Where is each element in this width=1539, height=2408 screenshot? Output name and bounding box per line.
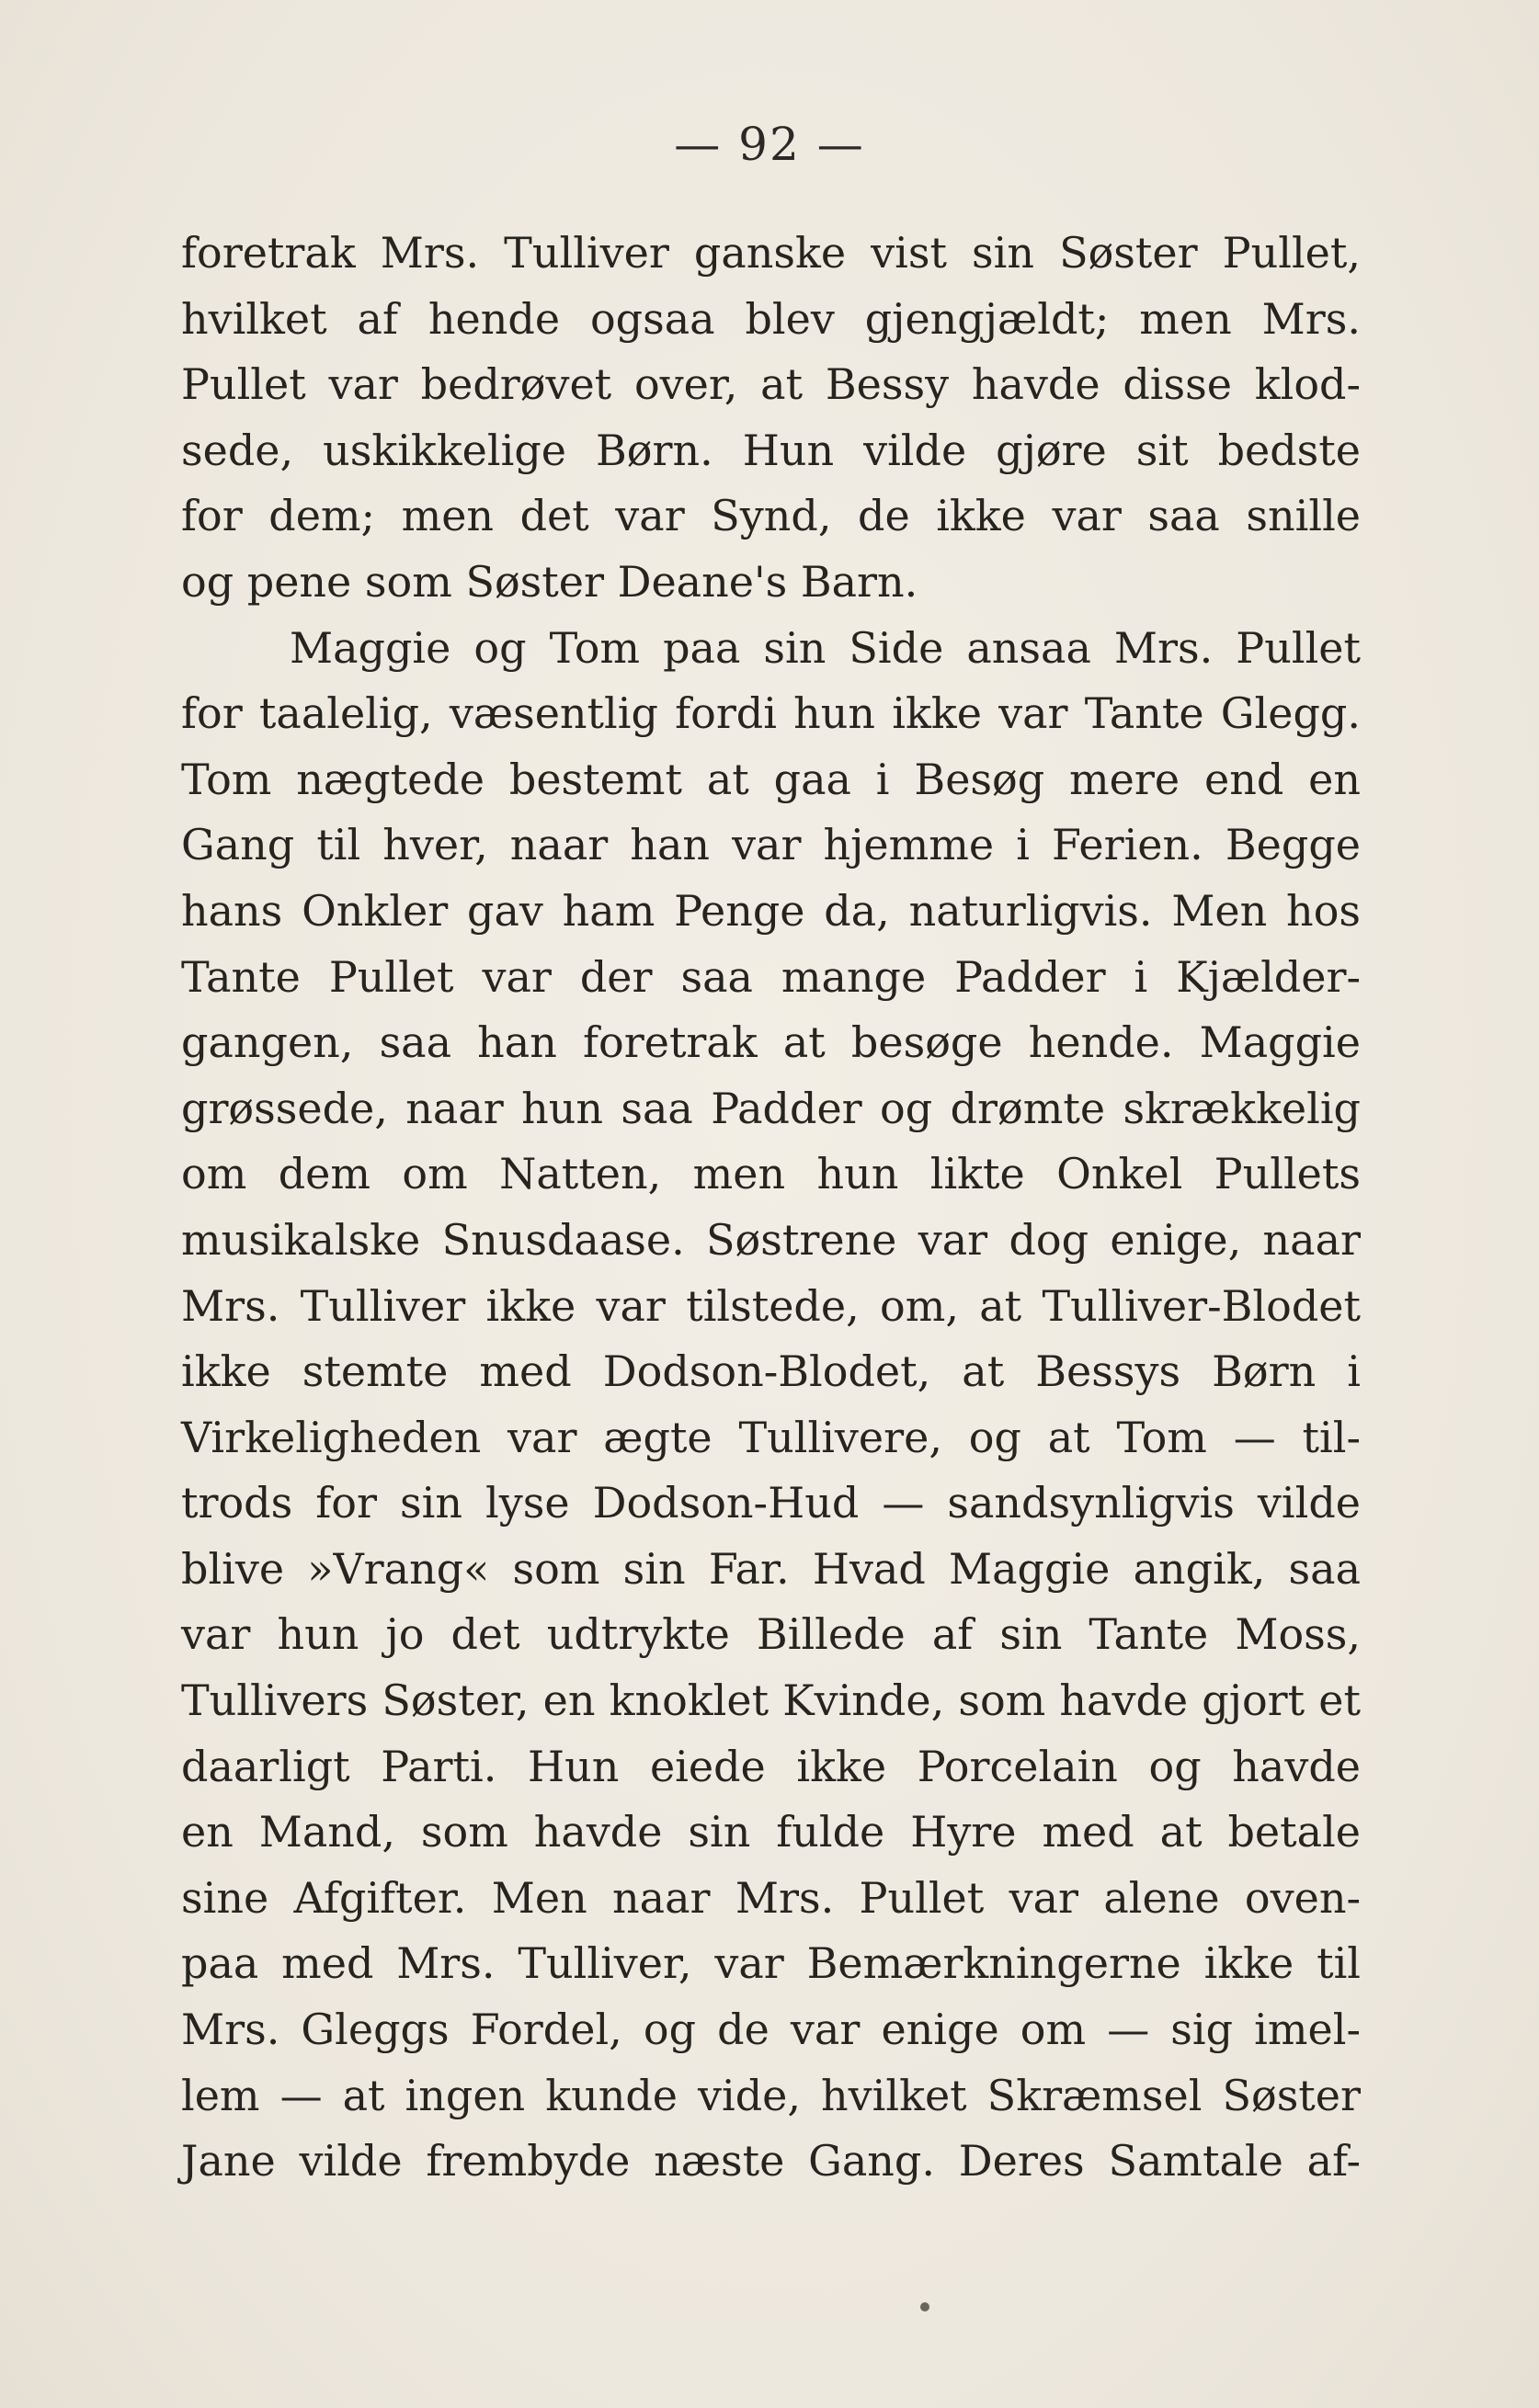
text-line: var hun jo det udtrykte Billede af sin Tante Moss, (181, 1609, 1361, 1660)
text-line: Gang til hver, naar han var hjemme i Ferien. Begge (181, 820, 1361, 870)
text-line: musikalske Snusdaase. Søstrene var dog enige, naar (181, 1214, 1361, 1265)
text-line: og pene som Søster Deane's Barn. (181, 556, 918, 607)
text-line: Tom nægtede bestemt at gaa i Besøg mere end en (181, 754, 1361, 804)
text-line: Pullet var bedrøvet over, at Bessy havde disse klod- (181, 359, 1361, 410)
ink-speck (920, 2302, 929, 2311)
text-line: Tante Pullet var der saa mange Padder i Kjælder- (181, 951, 1361, 1002)
text-line: hans Onkler gav ham Penge da, naturligvis. Men hos (181, 885, 1361, 936)
text-line: paa med Mrs. Tulliver, var Bemærkningerne ikke til (181, 1938, 1361, 1989)
text-line: Virkeligheden var ægte Tullivere, og at Tom — til- (181, 1412, 1361, 1462)
text-line: om dem om Natten, men hun likte Onkel Pullets (181, 1149, 1361, 1199)
text-line: sede, uskikkelige Børn. Hun vilde gjøre sit bedste (181, 425, 1361, 475)
text-line: en Mand, som havde sin fulde Hyre med at betale (181, 1807, 1361, 1857)
text-line: Jane vilde frembyde næste Gang. Deres Samtale af- (181, 2136, 1361, 2187)
body-text (181, 221, 1361, 2195)
text-line: ikke stemte med Dodson-Blodet, at Bessys Børn i (181, 1346, 1361, 1397)
text-line: for taalelig, væsentlig fordi hun ikke var Tante Glegg. (181, 688, 1361, 739)
text-line: Mrs. Gleggs Fordel, og de var enige om — sig imel- (181, 2005, 1361, 2055)
text-line: daarligt Parti. Hun eiede ikke Porcelain og havde (181, 1741, 1361, 1791)
text-line: foretrak Mrs. Tulliver ganske vist sin Søster Pullet, (181, 228, 1361, 278)
text-line: gangen, saa han foretrak at besøge hende. Maggie (181, 1017, 1361, 1068)
text-line: Tullivers Søster, en knoklet Kvinde, som havde gjort et (181, 1675, 1361, 1726)
page-number: — 92 — (674, 118, 865, 171)
text-line: sine Afgifter. Men naar Mrs. Pullet var alene oven- (181, 1872, 1361, 1923)
text-line: trods for sin lyse Dodson-Hud — sandsynligvis vilde (181, 1478, 1361, 1528)
text-line: lem — at ingen kunde vide, hvilket Skræmsel Søster (181, 2070, 1361, 2120)
text-line: hvilket af hende ogsaa blev gjengjældt; men Mrs. (181, 293, 1361, 344)
text-line: Maggie og Tom paa sin Side ansaa Mrs. Pullet (290, 622, 1361, 673)
text-line: grøssede, naar hun saa Padder og drømte skrækkelig (181, 1083, 1361, 1133)
text-line: Mrs. Tulliver ikke var tilstede, om, at Tulliver-Blodet (181, 1280, 1361, 1331)
text-line: for dem; men det var Synd, de ikke var saa snille (181, 491, 1361, 541)
text-line: blive »Vrang« som sin Far. Hvad Maggie angik, saa (181, 1543, 1361, 1594)
